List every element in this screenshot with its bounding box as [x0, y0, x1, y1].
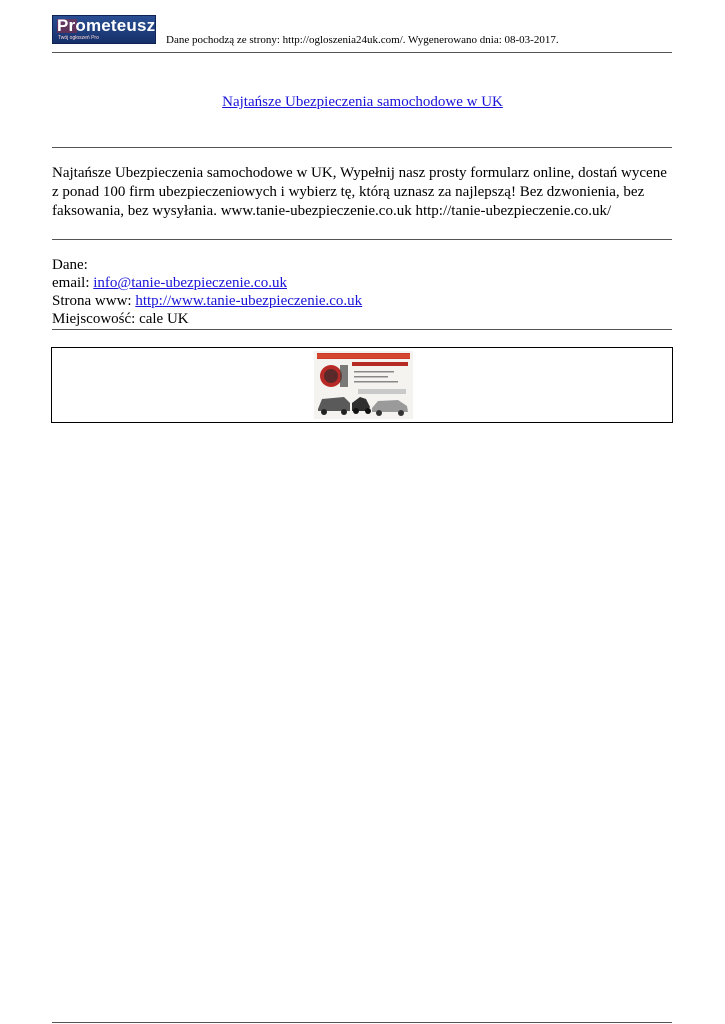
ad-thumbnail-image[interactable] [314, 351, 413, 419]
title-divider [52, 147, 672, 148]
page-title-wrapper [0, 94, 725, 111]
footer-divider [52, 1022, 672, 1023]
header-divider [52, 52, 672, 53]
location-row [52, 310, 362, 328]
logo-name: Prometeusz [57, 16, 156, 35]
website-link[interactable]: http://www.tanie-ubezpieczenie.co.uk [135, 293, 363, 309]
image-frame [51, 347, 673, 423]
email-label: email: [52, 275, 94, 291]
website-label: Strona www: [52, 293, 136, 309]
source-info: Dane pochodzą ze strony: http://ogloszenia24uk.com/. Wygenerowano dnia: 08-03-2017. [166, 34, 559, 46]
info-divider [52, 329, 672, 330]
page-title-link[interactable]: Najtańsze Ubezpieczenia samochodowe w UK [222, 94, 503, 110]
description-text: Najtańsze Ubezpieczenia samochodowe w UK, Wypełnij nasz prosty formularz online, dostań wycene z ponad 100 firm ubezpieczeniowych i wybierz tę, którą uznasz za najlepszą! Bez dzwonienia, bez faksowania, bez wysyłania. www.tanie-ubezpieczenie.co.uk http://tanie-ubezpieczenie.co.uk/ [52, 165, 667, 219]
email-row [52, 274, 362, 292]
description-divider [52, 239, 672, 240]
website-row [52, 292, 362, 310]
contact-info [52, 256, 362, 328]
contact-heading: Dane: [52, 257, 88, 273]
location-value: cale UK [139, 311, 189, 327]
car-insurance-ad-graphic [314, 351, 413, 419]
prometeusz-logo [52, 15, 156, 44]
email-link[interactable]: info@tanie-ubezpieczenie.co.uk [93, 275, 287, 291]
logo-tagline: Twój ogłoszeń Pro [58, 35, 99, 41]
location-label: Miejscowość: [52, 311, 140, 327]
